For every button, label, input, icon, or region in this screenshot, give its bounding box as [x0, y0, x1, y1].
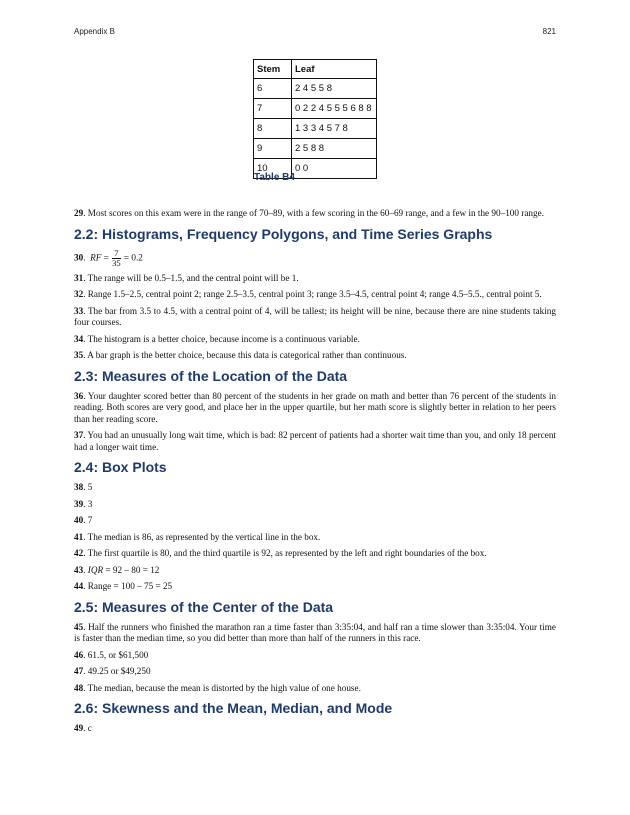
answer-35: 35. A bar graph is the better choice, because this data is categorical rather than continuous.	[74, 350, 407, 360]
answer-text: Half the runners who finished the marathon ran a time faster than 3:35:04, and half ran a time slower than 3:35:04. Your time is faster than the median time, so you did better than more than half of the runners in this race.	[74, 621, 556, 643]
answer-text: 7	[87, 515, 93, 525]
answer-47: 47. 49.25 or $49,250	[74, 666, 151, 676]
answer-31: 31. The range will be 0.5–1.5, and the central point will be 1.	[74, 272, 299, 283]
answer-49: 49. c	[74, 723, 92, 733]
answer-41: 41. The median is 86, as represented by the vertical line in the box.	[74, 531, 321, 542]
answer-text: Most scores on this exam were in the range of 70–89, with a few scoring in the 60–69 range, and a few in the 90–100 range.	[87, 208, 544, 218]
table-header-row	[254, 60, 377, 79]
answer-content	[74, 208, 556, 740]
stem-cell: 6	[254, 79, 292, 99]
answer-48: 48. The median, because the mean is distorted by the high value of one house.	[74, 682, 361, 693]
table-row	[254, 99, 377, 119]
iqr-variable: IQR	[87, 564, 104, 575]
answer-text: A bar graph is the better choice, because this data is categorical rather than continuous.	[87, 350, 407, 360]
fraction-numerator: 7	[112, 249, 121, 259]
answer-number: 32	[74, 289, 84, 299]
section-heading-2-5: 2.5: Measures of the Center of the Data	[74, 598, 334, 615]
stem-cell: 9	[254, 139, 292, 159]
answer-text: The first quartile is 80, and the third quartile is 92, as represented by the left and right boundaries of the box.	[87, 548, 487, 558]
answer-text: Range = 100 – 75 = 25	[87, 581, 173, 591]
answer-43: 43. IQR = 92 – 80 = 12	[74, 564, 160, 575]
answer-text: The median is 86, as represented by the vertical line in the box.	[87, 531, 321, 542]
formula-lhs: RF	[90, 252, 102, 263]
leaf-cell: 0 2 2 4 5 5 5 6 8 8	[292, 99, 377, 119]
answer-text: 61.5, or $61,500	[87, 649, 149, 660]
answer-number: 34	[74, 333, 84, 344]
answer-number: 48	[74, 682, 84, 693]
answer-34: 34. The histogram is a better choice, because income is a continuous variable.	[74, 333, 360, 344]
leaf-cell: 2 5 8 8	[292, 139, 377, 159]
answer-30: 30. RF = $\frac{7}{35}$ = 0.2	[74, 247, 143, 268]
answer-number: 47	[74, 666, 84, 676]
answer-number: 36	[74, 390, 84, 401]
answer-32: 32. Range 1.5–2.5, central point 2; range 2.5–3.5, central point 3; range 3.5–4.5, central point 4; range 4.5–5.5., central point 5.	[74, 289, 542, 299]
fraction-denominator: 35	[112, 257, 121, 268]
page-number: 821	[542, 27, 556, 36]
column-header-stem: Stem	[254, 60, 292, 79]
answer-number: 41	[74, 531, 84, 542]
answer-number: 29	[74, 208, 84, 218]
fraction	[112, 249, 121, 268]
answer-number: 43	[74, 564, 84, 575]
formula-result: 0.2	[131, 252, 143, 263]
table-row	[254, 79, 377, 99]
answer-text: = 92 – 80 = 12	[103, 564, 160, 575]
leaf-cell: 1 3 3 4 5 7 8	[292, 119, 377, 139]
answer-44: 44. Range = 100 – 75 = 25	[74, 581, 173, 591]
answer-38: 38. 5	[74, 482, 93, 492]
answer-number: 33	[74, 305, 84, 316]
stem-leaf-table	[253, 59, 377, 179]
section-heading-2-2: 2.2: Histograms, Frequency Polygons, and Time Series Graphs	[74, 225, 493, 242]
leaf-cell: 0 0	[292, 159, 377, 179]
answer-text: The bar from 3.5 to 4.5, with a central point of 4, will be tallest; its height will be nine, because there are nine students taking four courses.	[74, 305, 556, 327]
answer-text: The range will be 0.5–1.5, and the central point will be 1.	[87, 272, 299, 283]
answer-39: 39. 3	[74, 498, 93, 509]
answer-37: 37. You had an unusually long wait time, which is bad: 82 percent of patients had a shorter wait time than you, and only 18 percent had a longer wait time.	[74, 430, 556, 452]
answer-text: You had an unusually long wait time, which is bad: 82 percent of patients had a shorter wait time than you, and only 18 percent had a longer wait time.	[74, 430, 556, 452]
answer-text: c	[87, 723, 92, 733]
answer-45: 45. Half the runners who finished the marathon ran a time faster than 3:35:04, and half ran a time slower than 3:35:04. Your time is faster than the median time, so you did better than more than half of the runners in this race.	[74, 621, 556, 643]
answer-36: 36. Your daughter scored better than 80 percent of the students in her grade on math and better than 76 percent of the students in reading. Both scores are very good, and place her in the upper quartile, but her math score is slightly better in relation to her peers than her reading score.	[74, 390, 556, 424]
answer-number: 35	[74, 350, 84, 360]
answer-text: The histogram is a better choice, because income is a continuous variable.	[87, 333, 360, 344]
stem-cell: 7	[254, 99, 292, 119]
answer-text: 49.25 or $49,250	[87, 666, 151, 676]
answer-number: 37	[74, 430, 84, 440]
leaf-cell: 2 4 5 5 8	[292, 79, 377, 99]
answer-number: 40	[74, 515, 84, 525]
table-row	[254, 119, 377, 139]
answer-number: 38	[74, 482, 84, 492]
answer-text: The median, because the mean is distorted by the high value of one house.	[87, 682, 361, 693]
answer-number: 49	[74, 723, 84, 733]
answer-number: 46	[74, 649, 84, 660]
stem-cell: 8	[254, 119, 292, 139]
answer-number: 30	[74, 252, 84, 263]
answer-text: 5	[87, 482, 93, 492]
stem-cell: 10	[254, 159, 292, 179]
section-heading-2-4: 2.4: Box Plots	[74, 459, 167, 475]
answer-46: 46. 61.5, or $61,500	[74, 649, 149, 660]
answer-text: 3	[87, 498, 93, 509]
answer-text: Range 1.5–2.5, central point 2; range 2.5–3.5, central point 3; range 3.5–4.5, central point 4; range 4.5–5.5., central point 5.	[87, 289, 542, 299]
rf-formula: RF = $\frac{7}{35}$ = 0.2	[90, 247, 143, 268]
answer-29: 29. Most scores on this exam were in the range of 70–89, with a few scoring in the 60–69 range, and a few in the 90–100 range.	[74, 208, 544, 218]
answer-number: 31	[74, 272, 84, 283]
running-header-left: Appendix B	[74, 27, 115, 36]
section-heading-2-6: 2.6: Skewness and the Mean, Median, and Mode	[74, 700, 393, 716]
section-heading-2-3: 2.3: Measures of the Location of the Data	[74, 367, 348, 384]
table-row	[254, 139, 377, 159]
answer-40: 40. 7	[74, 515, 93, 525]
answer-number: 45	[74, 621, 84, 632]
answer-text: Your daughter scored better than 80 percent of the students in her grade on math and better than 76 percent of the students in reading. Both scores are very good, and place her in the upper quartile, but her math score is slightly better in relation to her peers than her reading score.	[74, 390, 556, 424]
column-header-leaf: Leaf	[292, 60, 377, 79]
answer-number: 44	[74, 581, 84, 591]
answer-number: 39	[74, 498, 84, 509]
answer-33: 33. The bar from 3.5 to 4.5, with a central point of 4, will be tallest; its height will be nine, because there are nine students taking four courses.	[74, 305, 556, 327]
table-caption: Table B4	[254, 172, 295, 183]
answer-42: 42. The first quartile is 80, and the third quartile is 92, as represented by the left and right boundaries of the box.	[74, 548, 487, 558]
answer-number: 42	[74, 548, 84, 558]
